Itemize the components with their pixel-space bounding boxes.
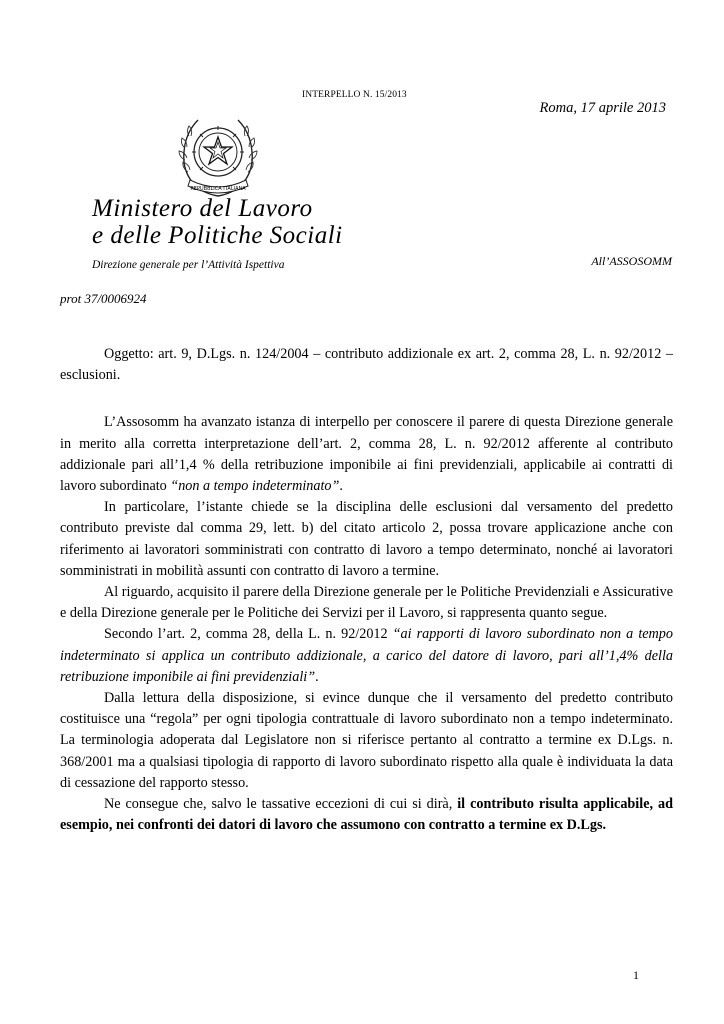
paragraph-6 [60, 794, 673, 836]
interpello-reference: INTERPELLO N. 15/2013 [302, 90, 407, 100]
addressee: All’ASSOSOMM [591, 254, 672, 268]
paragraph-1-italic: “non a tempo indeterminato” [170, 478, 340, 495]
paragraph-1 [60, 412, 673, 497]
ministry-name [92, 195, 343, 249]
paragraph-5: Dalla lettura della disposizione, si evince dunque che il versamento del predetto contributo costituisce una “regola” per ogni tipologia contrattuale di lavoro subordinato non a tempo indeterminato. La terminologia adoperata dal Legislatore non si riferisce pertanto al contratto a termine ex D.Lgs. n. 368/2001 ma a qualsiasi tipologia di rapporto di lavoro subordinato rispetto alla quale è individuata la data di cessazione del rapporto stesso. [60, 690, 673, 791]
paragraph-3: Al riguardo, acquisito il parere della Direzione generale per le Politiche Previdenziali e Assicurative e della Direzione generale per le Politiche dei Servizi per il Lavoro, si rappresenta quanto segue. [60, 584, 673, 622]
page-number: 1 [633, 968, 639, 982]
paragraph-6-bold: il contributo risulta applicabile, ad esempio, nei confronti dei datori di lavoro che assumono con contratto a termine ex D.Lgs. [60, 796, 673, 834]
letter-body [60, 344, 673, 836]
paragraph-1-text: L’Assosomm ha avanzato istanza di interpello per conoscere il parere di questa Direzione generale in merito alla corretta interpretazione dell’art. 2, comma 28, L. n. 92/2012 afferente al contributo addizionale pari all’1,4 % della retribuzione imponibile ai fini previdenziali, applicabile ai contratti di lavoro subordinato [60, 414, 673, 495]
paragraph-2: In particolare, l’istante chiede se la disciplina delle esclusioni dal versamento del predetto contributo previste dal comma 29, lett. b) del citato articolo 2, possa trovare applicazione anche con riferimento ai lavoratori somministrati con contratto di lavoro a tempo determinato, nonché ai lavoratori somministrati in mobilità assunti con contratto di lavoro a termine. [60, 499, 673, 579]
subject-line: Oggetto: art. 9, D.Lgs. n. 124/2004 – contributo addizionale ex art. 2, comma 28, L. n. 92/2012 – esclusioni. [60, 346, 673, 384]
direzione-generale: Direzione generale per l’Attività Ispettiva [92, 259, 285, 271]
ministry-line-1: Ministero del Lavoro [92, 195, 313, 222]
paragraph-4-end: . [315, 668, 319, 685]
document-date: Roma, 17 aprile 2013 [539, 100, 666, 116]
paragraph-4-italic: “ai rapporti di lavoro subordinato non a tempo indeterminato si applica un contributo addizionale, a carico del datore di lavoro, pari all’1,4% della retribuzione imponibile ai fini previdenziali” [60, 626, 673, 685]
paragraph-4 [60, 624, 673, 688]
ministry-line-2: e delle Politiche Sociali [92, 222, 343, 249]
emblem-ribbon-text: REPUBBLICA ITALIANA [190, 186, 246, 192]
protocol-number: prot 37/0006924 [60, 291, 147, 306]
paragraph-6-text: Ne consegue che, salvo le tassative eccezioni di cui si dirà, [104, 796, 458, 813]
paragraph-1-end: . [339, 478, 343, 495]
repubblica-italiana-emblem-icon [176, 112, 260, 200]
paragraph-4-text: Secondo l’art. 2, comma 28, della L. n. 92/2012 [104, 626, 393, 643]
